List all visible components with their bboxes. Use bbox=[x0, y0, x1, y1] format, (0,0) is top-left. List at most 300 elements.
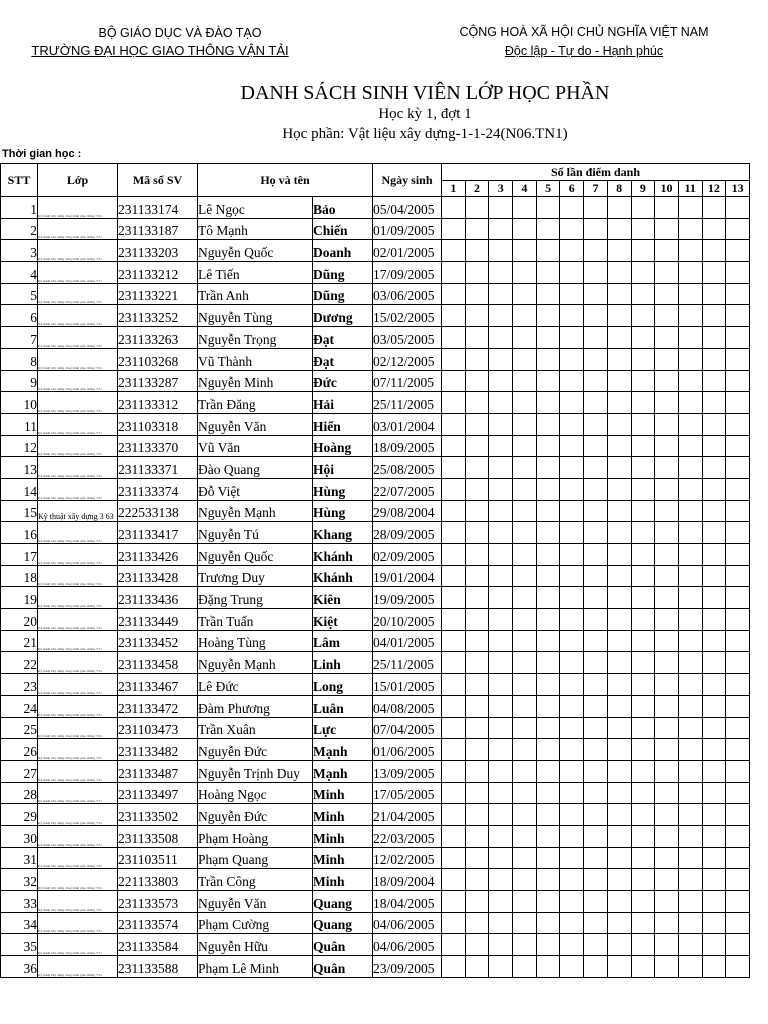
attendance-cell[interactable] bbox=[465, 804, 489, 826]
attendance-cell[interactable] bbox=[678, 609, 702, 631]
attendance-cell[interactable] bbox=[678, 782, 702, 804]
attendance-cell[interactable] bbox=[702, 760, 726, 782]
attendance-cell[interactable] bbox=[655, 392, 679, 414]
attendance-cell[interactable] bbox=[631, 912, 655, 934]
attendance-cell[interactable] bbox=[489, 934, 513, 956]
attendance-cell[interactable] bbox=[489, 804, 513, 826]
attendance-cell[interactable] bbox=[442, 262, 466, 284]
attendance-cell[interactable] bbox=[536, 609, 560, 631]
attendance-cell[interactable] bbox=[726, 283, 750, 305]
attendance-cell[interactable] bbox=[465, 912, 489, 934]
attendance-cell[interactable] bbox=[726, 717, 750, 739]
attendance-cell[interactable] bbox=[655, 934, 679, 956]
attendance-cell[interactable] bbox=[513, 891, 537, 913]
attendance-cell[interactable] bbox=[607, 630, 631, 652]
attendance-cell[interactable] bbox=[513, 782, 537, 804]
attendance-cell[interactable] bbox=[631, 565, 655, 587]
attendance-cell[interactable] bbox=[631, 891, 655, 913]
attendance-cell[interactable] bbox=[560, 348, 584, 370]
attendance-cell[interactable] bbox=[655, 912, 679, 934]
attendance-cell[interactable] bbox=[513, 760, 537, 782]
attendance-cell[interactable] bbox=[536, 565, 560, 587]
attendance-cell[interactable] bbox=[678, 544, 702, 566]
attendance-cell[interactable] bbox=[560, 782, 584, 804]
attendance-cell[interactable] bbox=[678, 695, 702, 717]
attendance-cell[interactable] bbox=[536, 912, 560, 934]
attendance-cell[interactable] bbox=[442, 934, 466, 956]
attendance-cell[interactable] bbox=[726, 327, 750, 349]
attendance-cell[interactable] bbox=[489, 218, 513, 240]
attendance-cell[interactable] bbox=[678, 739, 702, 761]
attendance-cell[interactable] bbox=[465, 327, 489, 349]
attendance-cell[interactable] bbox=[442, 652, 466, 674]
attendance-cell[interactable] bbox=[536, 739, 560, 761]
attendance-cell[interactable] bbox=[513, 825, 537, 847]
attendance-cell[interactable] bbox=[726, 413, 750, 435]
attendance-cell[interactable] bbox=[560, 587, 584, 609]
attendance-cell[interactable] bbox=[513, 348, 537, 370]
attendance-cell[interactable] bbox=[513, 695, 537, 717]
attendance-cell[interactable] bbox=[536, 327, 560, 349]
attendance-cell[interactable] bbox=[607, 392, 631, 414]
attendance-cell[interactable] bbox=[655, 413, 679, 435]
attendance-cell[interactable] bbox=[702, 891, 726, 913]
attendance-cell[interactable] bbox=[726, 522, 750, 544]
attendance-cell[interactable] bbox=[631, 305, 655, 327]
attendance-cell[interactable] bbox=[726, 847, 750, 869]
attendance-cell[interactable] bbox=[489, 956, 513, 978]
attendance-cell[interactable] bbox=[536, 305, 560, 327]
attendance-cell[interactable] bbox=[655, 500, 679, 522]
attendance-cell[interactable] bbox=[678, 869, 702, 891]
attendance-cell[interactable] bbox=[489, 587, 513, 609]
attendance-cell[interactable] bbox=[513, 218, 537, 240]
attendance-cell[interactable] bbox=[655, 717, 679, 739]
attendance-cell[interactable] bbox=[465, 262, 489, 284]
attendance-cell[interactable] bbox=[726, 435, 750, 457]
attendance-cell[interactable] bbox=[631, 370, 655, 392]
attendance-cell[interactable] bbox=[489, 262, 513, 284]
attendance-cell[interactable] bbox=[560, 912, 584, 934]
attendance-cell[interactable] bbox=[607, 652, 631, 674]
attendance-cell[interactable] bbox=[489, 652, 513, 674]
attendance-cell[interactable] bbox=[513, 370, 537, 392]
attendance-cell[interactable] bbox=[442, 912, 466, 934]
attendance-cell[interactable] bbox=[607, 327, 631, 349]
attendance-cell[interactable] bbox=[465, 544, 489, 566]
attendance-cell[interactable] bbox=[465, 565, 489, 587]
attendance-cell[interactable] bbox=[631, 825, 655, 847]
attendance-cell[interactable] bbox=[489, 565, 513, 587]
attendance-cell[interactable] bbox=[678, 327, 702, 349]
attendance-cell[interactable] bbox=[489, 413, 513, 435]
attendance-cell[interactable] bbox=[726, 825, 750, 847]
attendance-cell[interactable] bbox=[560, 652, 584, 674]
attendance-cell[interactable] bbox=[536, 500, 560, 522]
attendance-cell[interactable] bbox=[465, 392, 489, 414]
attendance-cell[interactable] bbox=[536, 717, 560, 739]
attendance-cell[interactable] bbox=[726, 457, 750, 479]
attendance-cell[interactable] bbox=[489, 240, 513, 262]
attendance-cell[interactable] bbox=[631, 630, 655, 652]
attendance-cell[interactable] bbox=[442, 478, 466, 500]
attendance-cell[interactable] bbox=[678, 218, 702, 240]
attendance-cell[interactable] bbox=[536, 782, 560, 804]
attendance-cell[interactable] bbox=[655, 283, 679, 305]
attendance-cell[interactable] bbox=[702, 956, 726, 978]
attendance-cell[interactable] bbox=[726, 869, 750, 891]
attendance-cell[interactable] bbox=[560, 956, 584, 978]
attendance-cell[interactable] bbox=[726, 739, 750, 761]
attendance-cell[interactable] bbox=[560, 804, 584, 826]
attendance-cell[interactable] bbox=[513, 305, 537, 327]
attendance-cell[interactable] bbox=[560, 565, 584, 587]
attendance-cell[interactable] bbox=[536, 348, 560, 370]
attendance-cell[interactable] bbox=[678, 565, 702, 587]
attendance-cell[interactable] bbox=[631, 847, 655, 869]
attendance-cell[interactable] bbox=[584, 674, 608, 696]
attendance-cell[interactable] bbox=[726, 934, 750, 956]
attendance-cell[interactable] bbox=[513, 262, 537, 284]
attendance-cell[interactable] bbox=[560, 370, 584, 392]
attendance-cell[interactable] bbox=[702, 869, 726, 891]
attendance-cell[interactable] bbox=[465, 739, 489, 761]
attendance-cell[interactable] bbox=[584, 283, 608, 305]
attendance-cell[interactable] bbox=[631, 674, 655, 696]
attendance-cell[interactable] bbox=[631, 348, 655, 370]
attendance-cell[interactable] bbox=[584, 435, 608, 457]
attendance-cell[interactable] bbox=[607, 218, 631, 240]
attendance-cell[interactable] bbox=[678, 478, 702, 500]
attendance-cell[interactable] bbox=[655, 305, 679, 327]
attendance-cell[interactable] bbox=[655, 327, 679, 349]
attendance-cell[interactable] bbox=[678, 348, 702, 370]
attendance-cell[interactable] bbox=[678, 891, 702, 913]
attendance-cell[interactable] bbox=[607, 197, 631, 219]
attendance-cell[interactable] bbox=[631, 522, 655, 544]
attendance-cell[interactable] bbox=[607, 804, 631, 826]
attendance-cell[interactable] bbox=[584, 500, 608, 522]
attendance-cell[interactable] bbox=[442, 457, 466, 479]
attendance-cell[interactable] bbox=[560, 413, 584, 435]
attendance-cell[interactable] bbox=[489, 478, 513, 500]
attendance-cell[interactable] bbox=[513, 847, 537, 869]
attendance-cell[interactable] bbox=[536, 197, 560, 219]
attendance-cell[interactable] bbox=[655, 218, 679, 240]
attendance-cell[interactable] bbox=[655, 348, 679, 370]
attendance-cell[interactable] bbox=[513, 392, 537, 414]
attendance-cell[interactable] bbox=[607, 240, 631, 262]
attendance-cell[interactable] bbox=[442, 869, 466, 891]
attendance-cell[interactable] bbox=[442, 435, 466, 457]
attendance-cell[interactable] bbox=[465, 283, 489, 305]
attendance-cell[interactable] bbox=[678, 760, 702, 782]
attendance-cell[interactable] bbox=[726, 912, 750, 934]
attendance-cell[interactable] bbox=[442, 544, 466, 566]
attendance-cell[interactable] bbox=[678, 457, 702, 479]
attendance-cell[interactable] bbox=[584, 305, 608, 327]
attendance-cell[interactable] bbox=[442, 413, 466, 435]
attendance-cell[interactable] bbox=[489, 609, 513, 631]
attendance-cell[interactable] bbox=[536, 934, 560, 956]
attendance-cell[interactable] bbox=[560, 717, 584, 739]
attendance-cell[interactable] bbox=[702, 478, 726, 500]
attendance-cell[interactable] bbox=[726, 262, 750, 284]
attendance-cell[interactable] bbox=[655, 674, 679, 696]
attendance-cell[interactable] bbox=[489, 869, 513, 891]
attendance-cell[interactable] bbox=[607, 782, 631, 804]
attendance-cell[interactable] bbox=[442, 283, 466, 305]
attendance-cell[interactable] bbox=[442, 760, 466, 782]
attendance-cell[interactable] bbox=[607, 587, 631, 609]
attendance-cell[interactable] bbox=[726, 891, 750, 913]
attendance-cell[interactable] bbox=[678, 825, 702, 847]
attendance-cell[interactable] bbox=[726, 956, 750, 978]
attendance-cell[interactable] bbox=[584, 630, 608, 652]
attendance-cell[interactable] bbox=[513, 457, 537, 479]
attendance-cell[interactable] bbox=[631, 413, 655, 435]
attendance-cell[interactable] bbox=[584, 218, 608, 240]
attendance-cell[interactable] bbox=[513, 435, 537, 457]
attendance-cell[interactable] bbox=[489, 370, 513, 392]
attendance-cell[interactable] bbox=[513, 804, 537, 826]
attendance-cell[interactable] bbox=[655, 262, 679, 284]
attendance-cell[interactable] bbox=[513, 912, 537, 934]
attendance-cell[interactable] bbox=[513, 544, 537, 566]
attendance-cell[interactable] bbox=[702, 565, 726, 587]
attendance-cell[interactable] bbox=[442, 522, 466, 544]
attendance-cell[interactable] bbox=[489, 305, 513, 327]
attendance-cell[interactable] bbox=[442, 305, 466, 327]
attendance-cell[interactable] bbox=[584, 825, 608, 847]
attendance-cell[interactable] bbox=[607, 760, 631, 782]
attendance-cell[interactable] bbox=[631, 695, 655, 717]
attendance-cell[interactable] bbox=[631, 435, 655, 457]
attendance-cell[interactable] bbox=[655, 782, 679, 804]
attendance-cell[interactable] bbox=[607, 544, 631, 566]
attendance-cell[interactable] bbox=[584, 869, 608, 891]
attendance-cell[interactable] bbox=[678, 804, 702, 826]
attendance-cell[interactable] bbox=[678, 197, 702, 219]
attendance-cell[interactable] bbox=[513, 500, 537, 522]
attendance-cell[interactable] bbox=[726, 478, 750, 500]
attendance-cell[interactable] bbox=[631, 500, 655, 522]
attendance-cell[interactable] bbox=[702, 435, 726, 457]
attendance-cell[interactable] bbox=[607, 413, 631, 435]
attendance-cell[interactable] bbox=[584, 782, 608, 804]
attendance-cell[interactable] bbox=[655, 825, 679, 847]
attendance-cell[interactable] bbox=[489, 435, 513, 457]
attendance-cell[interactable] bbox=[678, 305, 702, 327]
attendance-cell[interactable] bbox=[607, 500, 631, 522]
attendance-cell[interactable] bbox=[607, 435, 631, 457]
attendance-cell[interactable] bbox=[726, 565, 750, 587]
attendance-cell[interactable] bbox=[702, 240, 726, 262]
attendance-cell[interactable] bbox=[726, 197, 750, 219]
attendance-cell[interactable] bbox=[607, 370, 631, 392]
attendance-cell[interactable] bbox=[726, 652, 750, 674]
attendance-cell[interactable] bbox=[536, 760, 560, 782]
attendance-cell[interactable] bbox=[584, 262, 608, 284]
attendance-cell[interactable] bbox=[607, 457, 631, 479]
attendance-cell[interactable] bbox=[442, 847, 466, 869]
attendance-cell[interactable] bbox=[702, 218, 726, 240]
attendance-cell[interactable] bbox=[489, 674, 513, 696]
attendance-cell[interactable] bbox=[726, 609, 750, 631]
attendance-cell[interactable] bbox=[536, 869, 560, 891]
attendance-cell[interactable] bbox=[442, 500, 466, 522]
attendance-cell[interactable] bbox=[726, 760, 750, 782]
attendance-cell[interactable] bbox=[465, 674, 489, 696]
attendance-cell[interactable] bbox=[655, 240, 679, 262]
attendance-cell[interactable] bbox=[631, 218, 655, 240]
attendance-cell[interactable] bbox=[607, 609, 631, 631]
attendance-cell[interactable] bbox=[702, 912, 726, 934]
attendance-cell[interactable] bbox=[560, 522, 584, 544]
attendance-cell[interactable] bbox=[678, 717, 702, 739]
attendance-cell[interactable] bbox=[560, 695, 584, 717]
attendance-cell[interactable] bbox=[489, 760, 513, 782]
attendance-cell[interactable] bbox=[489, 739, 513, 761]
attendance-cell[interactable] bbox=[536, 392, 560, 414]
attendance-cell[interactable] bbox=[536, 370, 560, 392]
attendance-cell[interactable] bbox=[631, 392, 655, 414]
attendance-cell[interactable] bbox=[536, 956, 560, 978]
attendance-cell[interactable] bbox=[442, 956, 466, 978]
attendance-cell[interactable] bbox=[536, 435, 560, 457]
attendance-cell[interactable] bbox=[560, 674, 584, 696]
attendance-cell[interactable] bbox=[584, 348, 608, 370]
attendance-cell[interactable] bbox=[607, 934, 631, 956]
attendance-cell[interactable] bbox=[702, 500, 726, 522]
attendance-cell[interactable] bbox=[442, 782, 466, 804]
attendance-cell[interactable] bbox=[489, 500, 513, 522]
attendance-cell[interactable] bbox=[536, 413, 560, 435]
attendance-cell[interactable] bbox=[465, 760, 489, 782]
attendance-cell[interactable] bbox=[607, 956, 631, 978]
attendance-cell[interactable] bbox=[442, 218, 466, 240]
attendance-cell[interactable] bbox=[631, 327, 655, 349]
attendance-cell[interactable] bbox=[655, 587, 679, 609]
attendance-cell[interactable] bbox=[560, 457, 584, 479]
attendance-cell[interactable] bbox=[702, 587, 726, 609]
attendance-cell[interactable] bbox=[560, 869, 584, 891]
attendance-cell[interactable] bbox=[465, 370, 489, 392]
attendance-cell[interactable] bbox=[655, 695, 679, 717]
attendance-cell[interactable] bbox=[489, 782, 513, 804]
attendance-cell[interactable] bbox=[536, 825, 560, 847]
attendance-cell[interactable] bbox=[465, 522, 489, 544]
attendance-cell[interactable] bbox=[442, 370, 466, 392]
attendance-cell[interactable] bbox=[631, 478, 655, 500]
attendance-cell[interactable] bbox=[702, 457, 726, 479]
attendance-cell[interactable] bbox=[702, 652, 726, 674]
attendance-cell[interactable] bbox=[678, 500, 702, 522]
attendance-cell[interactable] bbox=[702, 609, 726, 631]
attendance-cell[interactable] bbox=[607, 565, 631, 587]
attendance-cell[interactable] bbox=[442, 348, 466, 370]
attendance-cell[interactable] bbox=[560, 630, 584, 652]
attendance-cell[interactable] bbox=[607, 478, 631, 500]
attendance-cell[interactable] bbox=[560, 739, 584, 761]
attendance-cell[interactable] bbox=[678, 392, 702, 414]
attendance-cell[interactable] bbox=[465, 478, 489, 500]
attendance-cell[interactable] bbox=[702, 283, 726, 305]
attendance-cell[interactable] bbox=[465, 934, 489, 956]
attendance-cell[interactable] bbox=[489, 522, 513, 544]
attendance-cell[interactable] bbox=[584, 522, 608, 544]
attendance-cell[interactable] bbox=[560, 478, 584, 500]
attendance-cell[interactable] bbox=[465, 413, 489, 435]
attendance-cell[interactable] bbox=[584, 804, 608, 826]
attendance-cell[interactable] bbox=[607, 348, 631, 370]
attendance-cell[interactable] bbox=[726, 804, 750, 826]
attendance-cell[interactable] bbox=[465, 630, 489, 652]
attendance-cell[interactable] bbox=[560, 305, 584, 327]
attendance-cell[interactable] bbox=[513, 674, 537, 696]
attendance-cell[interactable] bbox=[513, 522, 537, 544]
attendance-cell[interactable] bbox=[536, 522, 560, 544]
attendance-cell[interactable] bbox=[702, 327, 726, 349]
attendance-cell[interactable] bbox=[631, 760, 655, 782]
attendance-cell[interactable] bbox=[536, 457, 560, 479]
attendance-cell[interactable] bbox=[536, 847, 560, 869]
attendance-cell[interactable] bbox=[655, 544, 679, 566]
attendance-cell[interactable] bbox=[607, 695, 631, 717]
attendance-cell[interactable] bbox=[631, 739, 655, 761]
attendance-cell[interactable] bbox=[489, 891, 513, 913]
attendance-cell[interactable] bbox=[584, 240, 608, 262]
attendance-cell[interactable] bbox=[726, 305, 750, 327]
attendance-cell[interactable] bbox=[678, 847, 702, 869]
attendance-cell[interactable] bbox=[560, 544, 584, 566]
attendance-cell[interactable] bbox=[536, 804, 560, 826]
attendance-cell[interactable] bbox=[465, 695, 489, 717]
attendance-cell[interactable] bbox=[631, 262, 655, 284]
attendance-cell[interactable] bbox=[489, 912, 513, 934]
attendance-cell[interactable] bbox=[678, 912, 702, 934]
attendance-cell[interactable] bbox=[513, 956, 537, 978]
attendance-cell[interactable] bbox=[489, 717, 513, 739]
attendance-cell[interactable] bbox=[607, 674, 631, 696]
attendance-cell[interactable] bbox=[584, 760, 608, 782]
attendance-cell[interactable] bbox=[655, 609, 679, 631]
attendance-cell[interactable] bbox=[655, 891, 679, 913]
attendance-cell[interactable] bbox=[702, 630, 726, 652]
attendance-cell[interactable] bbox=[702, 262, 726, 284]
attendance-cell[interactable] bbox=[631, 956, 655, 978]
attendance-cell[interactable] bbox=[584, 717, 608, 739]
attendance-cell[interactable] bbox=[442, 695, 466, 717]
attendance-cell[interactable] bbox=[560, 197, 584, 219]
attendance-cell[interactable] bbox=[678, 934, 702, 956]
attendance-cell[interactable] bbox=[560, 500, 584, 522]
attendance-cell[interactable] bbox=[442, 327, 466, 349]
attendance-cell[interactable] bbox=[536, 262, 560, 284]
attendance-cell[interactable] bbox=[442, 392, 466, 414]
attendance-cell[interactable] bbox=[465, 348, 489, 370]
attendance-cell[interactable] bbox=[513, 413, 537, 435]
attendance-cell[interactable] bbox=[465, 197, 489, 219]
attendance-cell[interactable] bbox=[726, 240, 750, 262]
attendance-cell[interactable] bbox=[702, 674, 726, 696]
attendance-cell[interactable] bbox=[607, 283, 631, 305]
attendance-cell[interactable] bbox=[584, 565, 608, 587]
attendance-cell[interactable] bbox=[442, 825, 466, 847]
attendance-cell[interactable] bbox=[465, 652, 489, 674]
attendance-cell[interactable] bbox=[702, 782, 726, 804]
attendance-cell[interactable] bbox=[584, 457, 608, 479]
